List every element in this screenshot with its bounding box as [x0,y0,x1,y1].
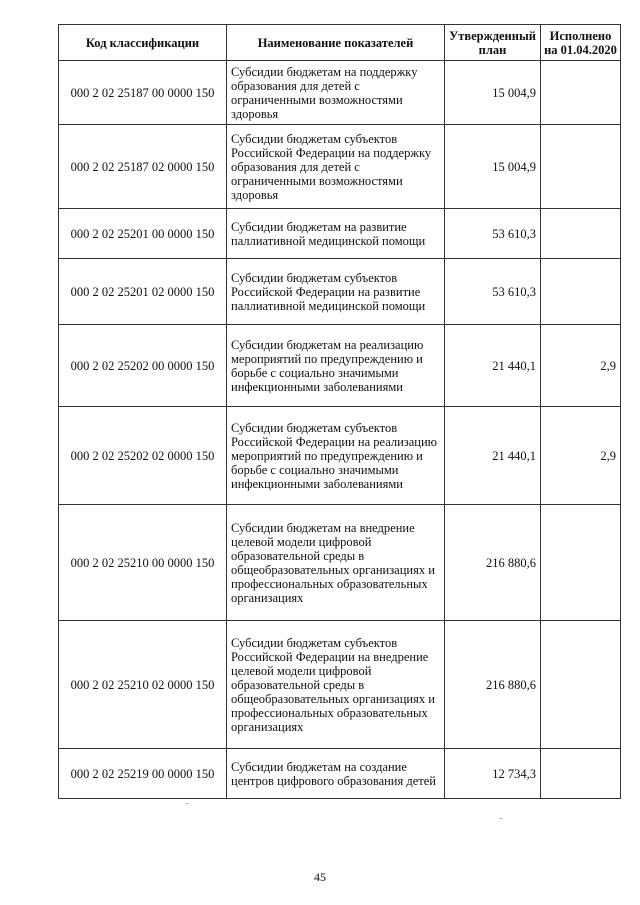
table-header-row [59,25,621,61]
table-row [59,749,621,799]
row-plan: 15 004,9 [445,61,541,125]
row-code: 000 2 02 25187 00 0000 150 [59,61,227,125]
table-row [59,621,621,749]
row-plan: 53 610,3 [445,209,541,259]
row-done [541,61,621,125]
row-done [541,209,621,259]
budget-table [58,24,621,799]
row-done [541,749,621,799]
row-name: Субсидии бюджетам субъектов Российской Федерации на реализацию мероприятий по предупреждению и борьбе с социально значимыми инфекционными заболеваниями [227,407,445,505]
row-code: 000 2 02 25201 02 0000 150 [59,259,227,325]
row-code: 000 2 02 25210 00 0000 150 [59,505,227,621]
row-code: 000 2 02 25210 02 0000 150 [59,621,227,749]
table-row [59,61,621,125]
header-name: Наименование показателей [227,25,445,61]
row-done [541,259,621,325]
row-plan: 21 440,1 [445,407,541,505]
row-done: 2,9 [541,407,621,505]
row-code: 000 2 02 25219 00 0000 150 [59,749,227,799]
row-name: Субсидии бюджетам субъектов Российской Федерации на развитие паллиативной медицинской помощи [227,259,445,325]
header-plan: Утвержденный план [445,25,541,61]
page-number: 45 [314,870,326,884]
table-row [59,407,621,505]
row-plan: 15 004,9 [445,125,541,209]
scan-speck [186,803,188,804]
row-name: Субсидии бюджетам на создание центров цифрового образования детей [227,749,445,799]
header-done: Исполнено на 01.04.2020 [541,25,621,61]
table-row [59,325,621,407]
row-done [541,621,621,749]
row-plan: 53 610,3 [445,259,541,325]
row-code: 000 2 02 25201 00 0000 150 [59,209,227,259]
row-plan: 216 880,6 [445,621,541,749]
row-name: Субсидии бюджетам на развитие паллиативной медицинской помощи [227,209,445,259]
row-name: Субсидии бюджетам субъектов Российской Федерации на поддержку образования для детей с ограниченными возможностями здоровья [227,125,445,209]
row-code: 000 2 02 25187 02 0000 150 [59,125,227,209]
row-name: Субсидии бюджетам на поддержку образования для детей с ограниченными возможностями здоровья [227,61,445,125]
row-code: 000 2 02 25202 02 0000 150 [59,407,227,505]
header-code: Код классификации [59,25,227,61]
row-name: Субсидии бюджетам на внедрение целевой модели цифровой образовательной среды в общеобразовательных организациях и профессиональных образовательных организациях [227,505,445,621]
table-row [59,209,621,259]
row-plan: 21 440,1 [445,325,541,407]
row-done [541,125,621,209]
row-name: Субсидии бюджетам на реализацию мероприятий по предупреждению и борьбе с социально значимыми инфекционными заболеваниями [227,325,445,407]
table-row [59,259,621,325]
scan-speck [500,818,502,819]
row-done [541,505,621,621]
row-plan: 12 734,3 [445,749,541,799]
row-plan: 216 880,6 [445,505,541,621]
row-name: Субсидии бюджетам субъектов Российской Федерации на внедрение целевой модели цифровой образовательной среды в общеобразовательных организациях и профессиональных образовательных организациях [227,621,445,749]
row-code: 000 2 02 25202 00 0000 150 [59,325,227,407]
row-done: 2,9 [541,325,621,407]
table-row [59,125,621,209]
table-row [59,505,621,621]
